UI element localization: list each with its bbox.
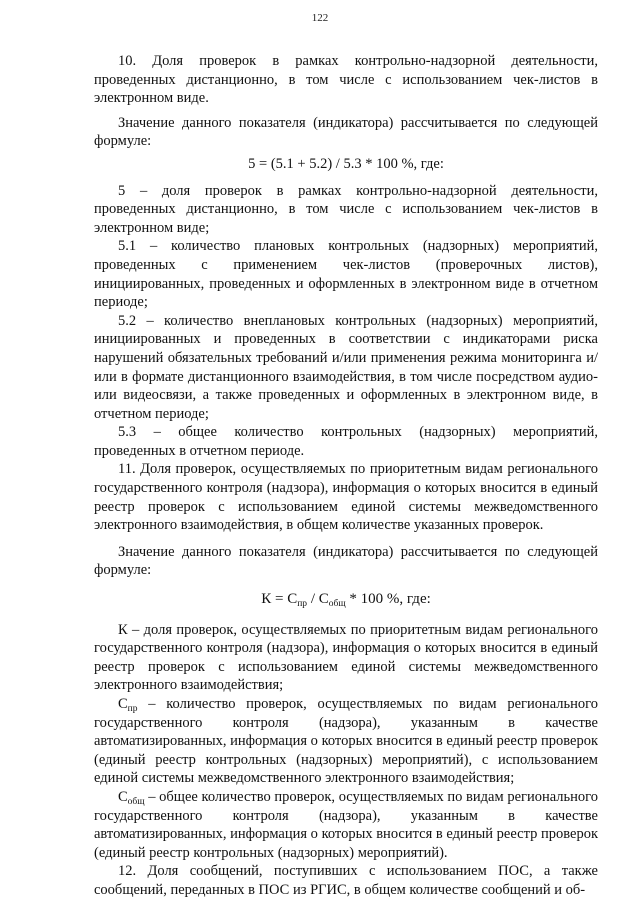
symbol-subscript-obsh: общ	[127, 796, 145, 807]
definition-c-obsh	[94, 788, 598, 862]
symbol-c: С	[118, 788, 128, 805]
definition-k: К – доля проверок, осуществляемых по приоритетным видам регионального государственного контроля (надзора), информация о которых вносится в единый реестр проверок с использованием единой системы межведомственного электронного взаимодействия;	[94, 621, 598, 694]
formula-mid: / С	[307, 591, 329, 608]
definition-c-pr	[94, 695, 598, 788]
formula-lhs: К = С	[261, 591, 298, 608]
section-10-formula: 5 = (5.1 + 5.2) / 5.3 * 100 %, где:	[248, 155, 444, 172]
definition-c-pr-text: – количество проверок, осуществляемых по видам регионального государственного контроля (надзора), указанным в качестве автоматизированных, информация о которых вносится в единый реестр проверок (единый реестр контрольных (надзорных) мероприятий), с использованием единой системы межведомственного электронного взаимодействия;	[94, 696, 598, 787]
document-body	[94, 52, 598, 900]
symbol-c: С	[118, 696, 128, 712]
definition-5-2: 5.2 – количество внеплановых контрольных (надзорных) мероприятий, инициированных и проведенных в соответствии с индикаторами риска нарушений обязательных требований и/или применения режима мониторинга и/или в формате дистанционного взаимодействия, в том числе посредством аудио- или видеосвязи, а также проведенных и оформленных в электронном виде, в отчетном периоде;	[94, 312, 598, 422]
section-11-formula	[94, 590, 598, 609]
formula-subscript-pr: пр	[297, 599, 308, 610]
section-11-formula-intro: Значение данного показателя (индикатора) рассчитывается по следующей формуле:	[94, 543, 598, 579]
formula-rhs: * 100 %, где:	[345, 591, 431, 608]
definition-5-1: 5.1 – количество плановых контрольных (надзорных) мероприятий, проведенных с применением чек-листов (проверочных листов), инициированных, проведенных и оформленных в электронном виде в отчетном периоде;	[94, 238, 598, 311]
definition-5-3: 5.3 – общее количество контрольных (надзорных) мероприятий, проведенных в отчетном периоде.	[94, 424, 598, 459]
section-10-heading: 10. Доля проверок в рамках контрольно-надзорной деятельности, проведенных дистанционно, в том числе с использованием чек-листов в электронном виде.	[94, 53, 598, 107]
definition-c-obsh-text: – общее количество проверок, осуществляемых по видам регионального государственного контроля (надзора), указанным в качестве автоматизированных, информация о которых вносится в единый реестр проверок (единый реестр контрольных (надзорных) мероприятий).	[94, 788, 598, 861]
symbol-subscript-pr: пр	[127, 704, 138, 714]
section-12-heading: 12. Доля сообщений, поступивших с использованием ПОС, а также сообщений, переданных в ПОС из РГИС, в общем количестве сообщений и об-	[94, 863, 598, 898]
definition-5: 5 – доля проверок в рамках контрольно-надзорной деятельности, проведенных дистанционно, в том числе с использованием чек-листов в электронном виде;	[94, 182, 598, 236]
section-10-formula-intro: Значение данного показателя (индикатора) рассчитывается по следующей формуле:	[94, 114, 598, 150]
formula-subscript-obsh: общ	[328, 599, 346, 610]
section-11-heading: 11. Доля проверок, осуществляемых по приоритетным видам регионального государственного контроля (надзора), информация о которых вносится в единый реестр проверок с использованием единой системы межведомственного электронного взаимодействия, в общем количестве указанных проверок.	[94, 461, 598, 534]
page-number: 122	[311, 12, 329, 24]
